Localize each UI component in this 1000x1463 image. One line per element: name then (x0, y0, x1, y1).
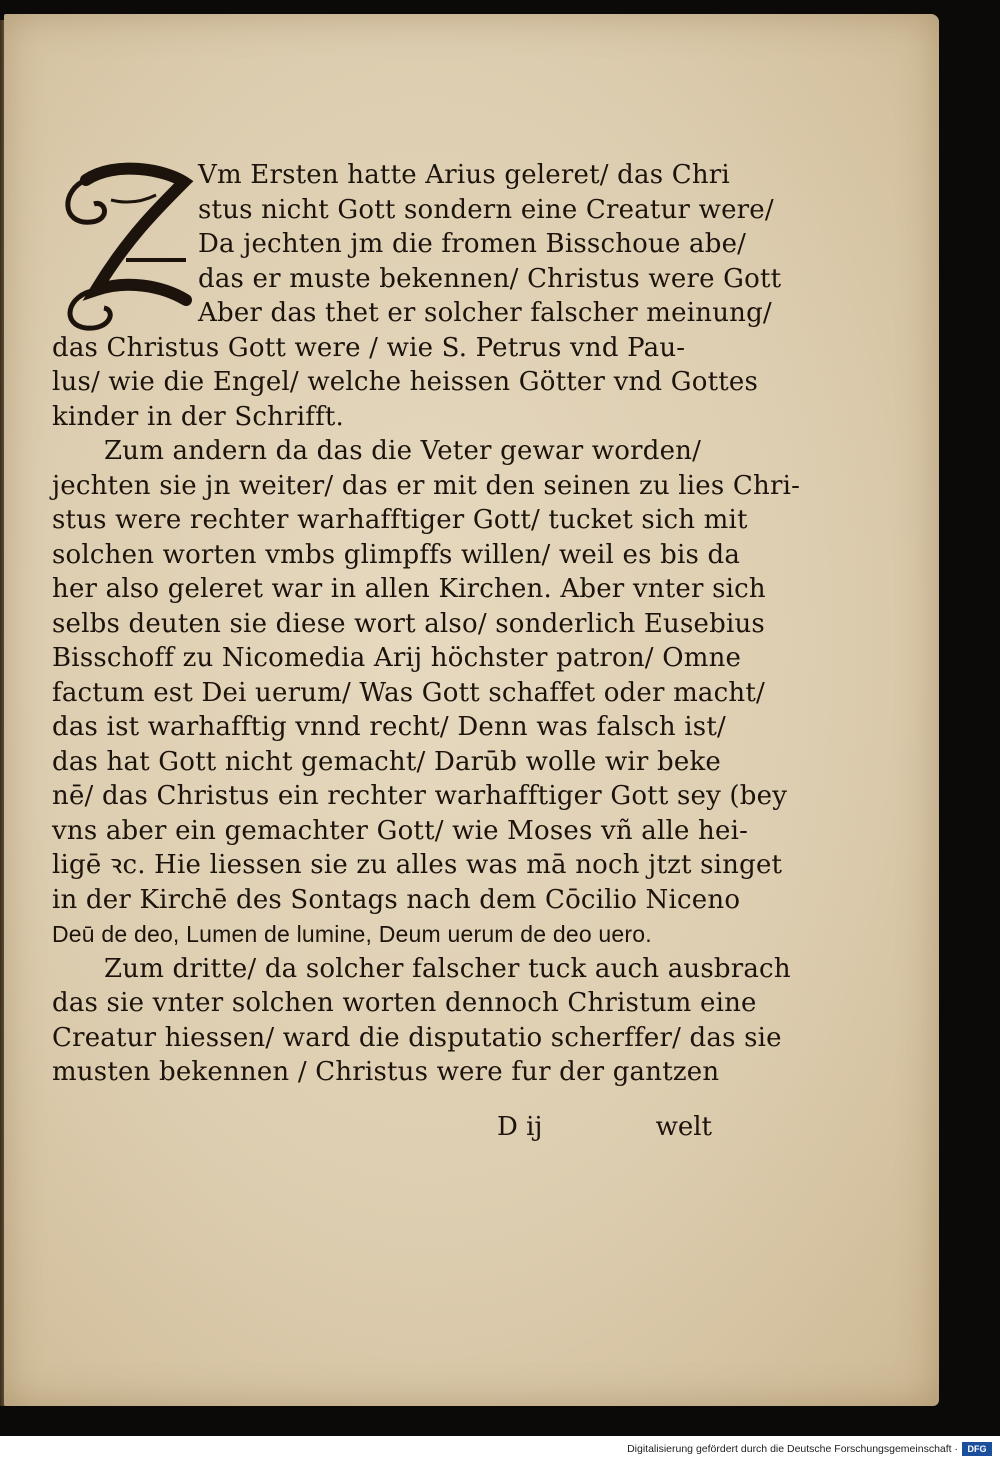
text-line: Zum andern da das die Veter gewar worden/ (104, 436, 702, 466)
text-line: Vm Ersten hatte Arius geleret/ das Chri (198, 160, 730, 190)
credit-text: Digitalisierung gefördert durch die Deutsche Forschungsgemeinschaft · (627, 1443, 958, 1455)
text-line: musten bekennen / Christus were fur der gantzen (52, 1057, 720, 1087)
text-line: stus nicht Gott sondern eine Creatur were/ (198, 194, 774, 225)
text-line: vns aber ein gemachter Gott/ wie Moses vñ alle hei- (52, 815, 749, 846)
text-line: stus were rechter warhafftiger Gott/ tucket sich mit (52, 505, 748, 535)
text-line: ligē ꝛc. Hie liessen sie zu alles was mā noch jtzt singet (52, 850, 783, 880)
text-line: das er muste bekennen/ Christus were Gott (198, 263, 782, 294)
text-line: das hat Gott nicht gemacht/ Darūb wolle wir beke (52, 746, 721, 777)
text-line: kinder in der Schrifft. (52, 401, 345, 432)
text-line: das ist warhafftig vnnd recht/ Denn was falsch ist/ (52, 712, 726, 742)
text-line: factum est Dei uerum/ Was Gott schaffet oder macht/ (52, 677, 765, 708)
text-line: jechten sie jn weiter/ das er mit den seinen zu lies Chri- (52, 470, 801, 501)
body-text (52, 158, 801, 1090)
text-line: solchen worten vmbs glimpffs willen/ weil es bis da (52, 539, 741, 570)
text-line: Da jechten jm die fromen Bisschoue abe/ (198, 229, 747, 259)
text-line: nē/ das Christus ein rechter warhafftiger Gott sey (bey (52, 781, 788, 811)
text-line: lus/ wie die Engel/ welche heissen Götter vnd Gottes (52, 367, 758, 397)
credit-bar (0, 1436, 1000, 1463)
page-footer-row (52, 1112, 742, 1152)
text-line: Zum dritte/ da solcher falscher tuck auch ausbrach (104, 953, 791, 984)
dfg-logo: DFG (962, 1442, 992, 1456)
text-line: Creatur hiessen/ ward die disputatio scherffer/ das sie (52, 1022, 782, 1053)
text-line: Aber das thet er solcher falscher meinung/ (198, 298, 772, 328)
text-line: Bisschoff zu Nicomedia Arij höchster patron/ Omne (52, 643, 742, 673)
text-line: in der Kirchē des Sontags nach dem Cōcilio Niceno (52, 884, 741, 915)
text-line: selbs deuten sie diese wort also/ sonderlich Eusebius (52, 608, 765, 639)
text-line: das Christus Gott were / wie S. Petrus vnd Pau- (52, 332, 686, 363)
text-line: das sie vnter solchen worten dennoch Christum eine (52, 988, 757, 1018)
catchword: welt (655, 1112, 712, 1142)
text-line: her also geleret war in allen Kirchen. Aber vnter sich (52, 574, 766, 604)
signature-mark: D ij (497, 1112, 543, 1142)
text-line: Deū de deo, Lumen de lumine, Deum uerum de deo uero. (52, 921, 652, 947)
